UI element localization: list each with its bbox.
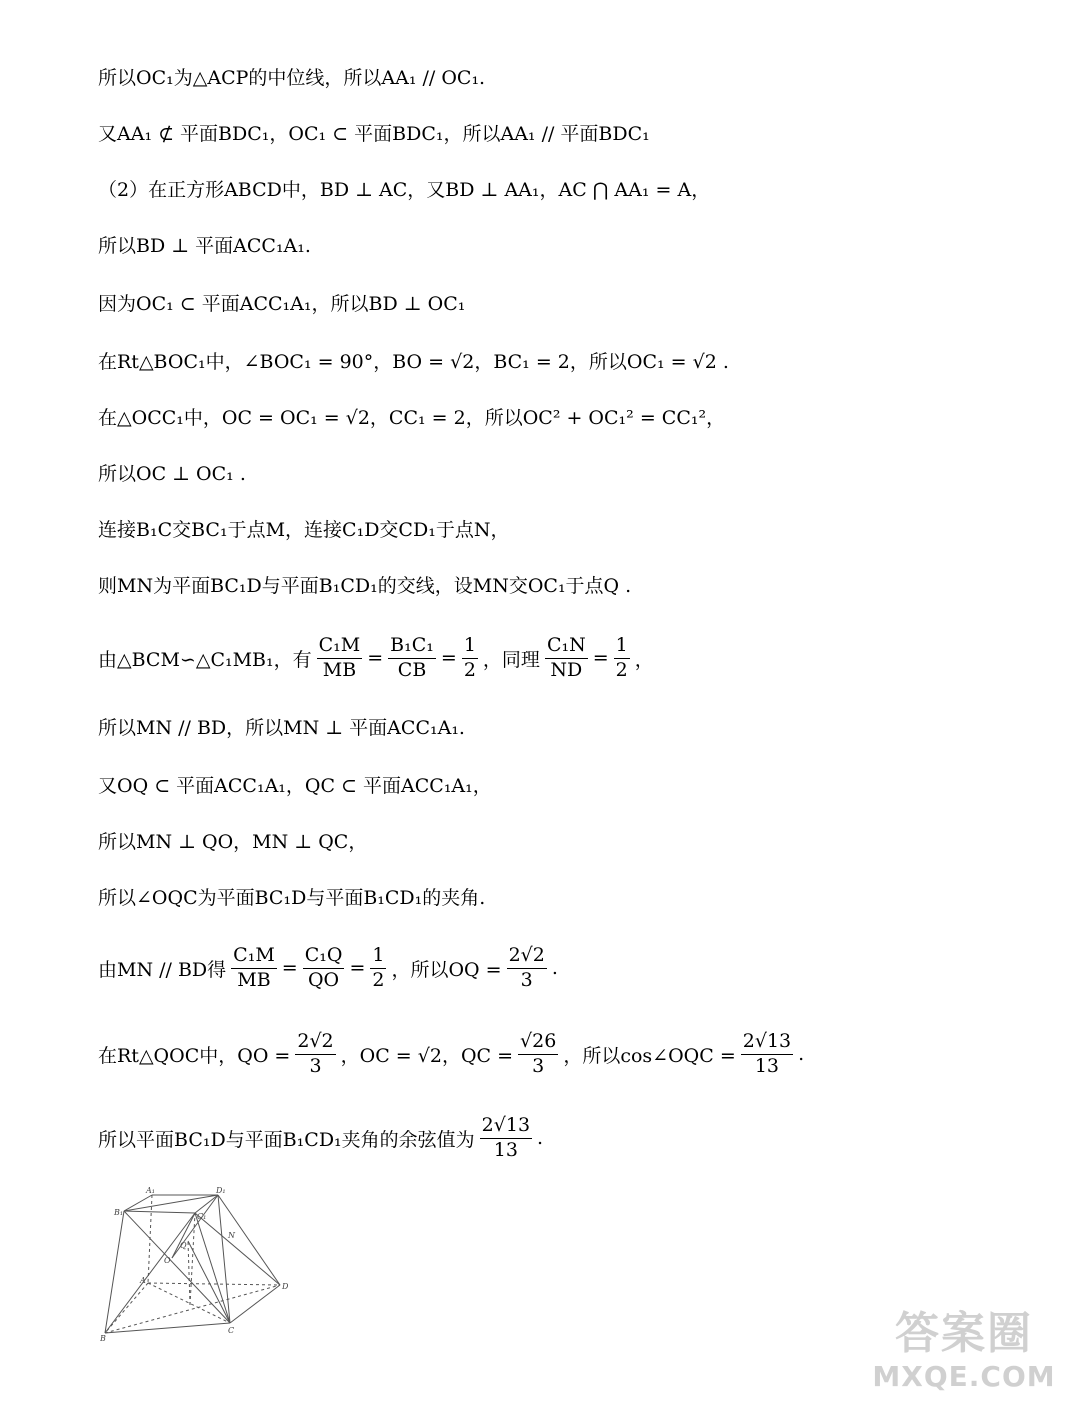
line-text: 由△BCM∽△C₁MB₁，有	[98, 648, 312, 671]
line-text: .	[551, 957, 558, 979]
denominator: CB	[397, 658, 427, 681]
equals-sign: =	[367, 647, 384, 669]
edge	[105, 1211, 124, 1333]
numerator: 1	[614, 635, 630, 659]
denominator: 3	[532, 1054, 545, 1077]
watermark-text-top: 答案圈	[895, 1308, 1033, 1359]
vertex-label: O	[164, 1256, 171, 1265]
vertex-label: D₁	[216, 1186, 226, 1195]
equals-sign: =	[349, 957, 366, 979]
text-line-13	[98, 754, 492, 814]
line-text: 又OQ ⊂ 平面ACC₁A₁，QC ⊂ 平面ACC₁A₁，	[98, 774, 492, 797]
line-text: 在Rt△BOC₁中，∠BOC₁ = 90°，BO = √2，BC₁ = 2，所以OC₁ = √2 .	[98, 350, 729, 373]
geometry-figure	[100, 1183, 300, 1343]
line-text: 因为OC₁ ⊂ 平面ACC₁A₁，所以BD ⊥ OC₁	[98, 292, 466, 315]
line-text: 所以MN ⊥ QO，MN ⊥ QC，	[98, 830, 368, 853]
denominator: 13	[754, 1054, 780, 1077]
denominator: MB	[237, 968, 271, 991]
vertex-label: C₁	[197, 1212, 207, 1221]
line-text: 由MN // BD得	[98, 958, 227, 981]
fraction	[741, 1031, 793, 1078]
text-line-8	[98, 442, 246, 502]
line-text: 所以OC ⊥ OC₁ .	[98, 462, 246, 485]
line-text: 则MN为平面BC₁D与平面B₁CD₁的交线，设MN交OC₁于点Q .	[98, 574, 632, 597]
text-line-1	[98, 46, 485, 106]
line-text: ，同理	[482, 648, 540, 671]
numerator: √26	[518, 1031, 558, 1055]
fraction	[317, 635, 363, 682]
line-text: 所以平面BC₁D与平面B₁CD₁夹角的余弦值为	[98, 1128, 475, 1151]
vertex-label: A	[140, 1276, 146, 1285]
denominator: 2	[615, 658, 628, 681]
fraction	[518, 1031, 558, 1078]
vertex-label: D	[282, 1282, 289, 1291]
equals-sign: =	[281, 957, 298, 979]
line-text: .	[798, 1043, 805, 1065]
vertex-label: Q	[180, 1241, 187, 1250]
text-line-10	[98, 554, 631, 614]
line-text: ，OC = √2，QC =	[340, 1044, 514, 1067]
line-text: 所以OC₁为△ACP的中位线，所以AA₁ // OC₁.	[98, 66, 486, 89]
text-line-3	[98, 158, 710, 218]
equals-sign: =	[592, 647, 609, 669]
line-text: 在Rt△QOC中，QO =	[98, 1044, 291, 1067]
text-line-11	[98, 628, 654, 688]
numerator: 1	[370, 945, 386, 969]
vertex-label: N	[228, 1231, 235, 1240]
text-line-17	[98, 1024, 804, 1084]
line-text: ，所以cos∠OQC =	[563, 1044, 736, 1067]
line-text: 所以∠OQC为平面BC₁D与平面B₁CD₁的夹角.	[98, 886, 486, 909]
text-line-7	[98, 386, 725, 446]
line-text: （2）在正方形ABCD中，BD ⊥ AC，又BD ⊥ AA₁，AC ⋂ AA₁ = A，	[98, 178, 711, 201]
hidden-edge	[148, 1283, 230, 1323]
line-text: ，	[634, 648, 654, 671]
text-line-15	[98, 866, 485, 926]
vertex-label: B₁	[114, 1208, 124, 1217]
text-line-6	[98, 330, 729, 390]
denominator: 3	[520, 968, 533, 991]
denominator: QO	[307, 968, 340, 991]
fraction	[462, 635, 478, 682]
vertex-label: B	[100, 1334, 106, 1343]
denominator: 3	[309, 1054, 322, 1077]
text-line-4	[98, 214, 311, 274]
text-line-9	[98, 498, 509, 558]
numerator: C₁N	[545, 635, 588, 659]
text-line-2	[98, 102, 650, 162]
edge	[230, 1285, 280, 1323]
numerator: B₁C₁	[388, 635, 436, 659]
fraction	[388, 635, 436, 682]
numerator: C₁M	[317, 635, 363, 659]
hidden-edge	[188, 1241, 190, 1305]
line-text: .	[537, 1127, 544, 1149]
text-line-18	[98, 1108, 543, 1168]
line-text: 所以MN // BD，所以MN ⊥ 平面ACC₁A₁.	[98, 716, 465, 739]
watermark-logo	[864, 1308, 1064, 1403]
diagonal	[124, 1211, 230, 1323]
numerator: 1	[462, 635, 478, 659]
text-line-16	[98, 938, 558, 998]
numerator: 2√2	[507, 945, 547, 969]
equals-sign: =	[440, 647, 457, 669]
fraction	[370, 945, 386, 992]
fraction	[295, 1031, 335, 1078]
fraction	[480, 1115, 532, 1162]
vertex-label: A₁	[146, 1186, 155, 1195]
denominator: MB	[322, 658, 357, 681]
denominator: 13	[493, 1138, 518, 1161]
line-text: 在△OCC₁中，OC = OC₁ = √2，CC₁ = 2，所以OC² + OC₁² = CC₁²，	[98, 406, 726, 429]
line-text: ，所以OQ =	[391, 958, 502, 981]
hidden-edge	[148, 1283, 280, 1285]
text-line-5	[98, 272, 465, 332]
edge	[124, 1211, 195, 1213]
numerator: 2√13	[480, 1115, 532, 1139]
fraction	[231, 945, 277, 992]
fraction	[507, 945, 547, 992]
vertex-label: C	[228, 1326, 235, 1335]
numerator: C₁M	[231, 945, 277, 969]
watermark-text-bottom: MXQE.COM	[872, 1360, 1056, 1393]
denominator: 2	[463, 658, 476, 681]
diagonal	[172, 1213, 195, 1258]
denominator: 2	[372, 968, 385, 991]
fraction	[545, 635, 588, 682]
line-text: 又AA₁ ⊄ 平面BDC₁，OC₁ ⊂ 平面BDC₁，所以AA₁ // 平面BDC₁	[98, 122, 650, 145]
numerator: C₁Q	[303, 945, 345, 969]
text-line-12	[98, 696, 465, 756]
denominator: ND	[550, 658, 583, 681]
numerator: 2√2	[295, 1031, 335, 1055]
fraction	[303, 945, 345, 992]
line-text: 连接B₁C交BC₁于点M，连接C₁D交CD₁于点N，	[98, 518, 510, 541]
line-text: 所以BD ⊥ 平面ACC₁A₁.	[98, 234, 311, 257]
numerator: 2√13	[741, 1031, 793, 1055]
fraction	[614, 635, 630, 682]
text-line-14	[98, 810, 367, 870]
